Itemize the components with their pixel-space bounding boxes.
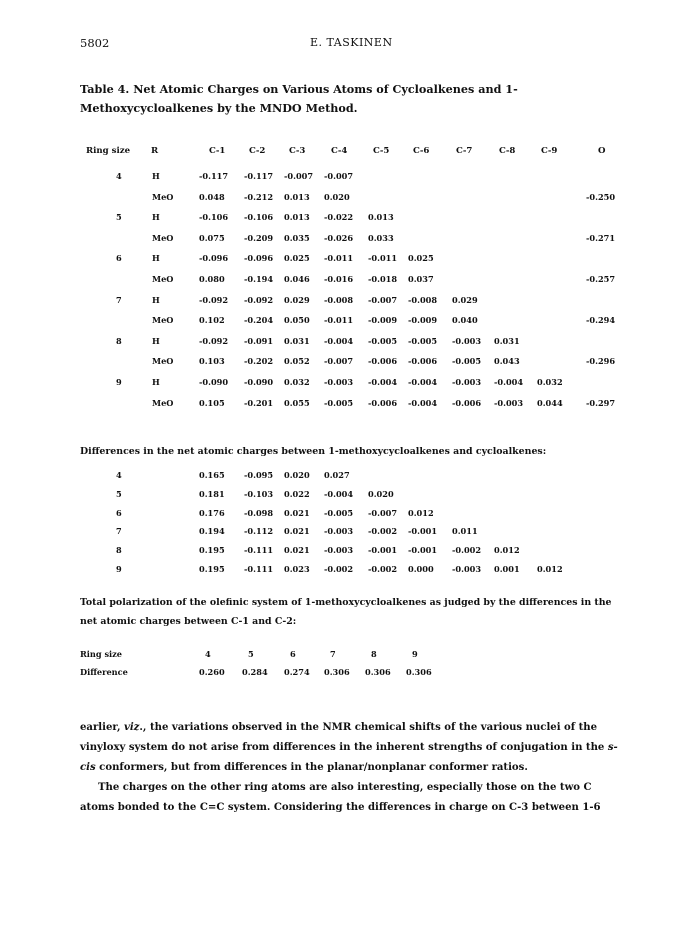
charge-cell: 0.032 <box>537 377 563 387</box>
charge-cell: -0.011 <box>324 253 354 264</box>
ring-size-cell: 5 <box>116 212 122 223</box>
charge-cell: -0.090 <box>199 377 229 387</box>
oxygen-charge-cell: -0.271 <box>586 232 616 243</box>
charge-cell: 0.037 <box>408 274 434 284</box>
charge-cell: -0.005 <box>368 335 398 346</box>
polarization-value-cell: 0.306 <box>365 667 391 677</box>
charge-cell: -0.096 <box>199 253 229 264</box>
difference-cell: -0.004 <box>324 488 354 499</box>
charge-cell: -0.011 <box>368 253 398 264</box>
substituent-cell: MeO <box>152 315 174 326</box>
polarization-heading-line2: net atomic charges between C-1 and C-2: <box>80 616 297 627</box>
charge-cell: -0.009 <box>368 315 398 326</box>
ring-size-cell: 9 <box>116 564 122 574</box>
charge-cell: -0.092 <box>199 294 229 305</box>
oxygen-charge-cell: -0.294 <box>586 315 616 326</box>
charge-cell: 0.055 <box>284 397 310 408</box>
ring-size-cell: 5 <box>116 488 122 499</box>
difference-cell: -0.002 <box>324 564 354 574</box>
column-header: C-3 <box>289 146 306 156</box>
charge-cell: -0.006 <box>452 397 482 408</box>
charge-cell: -0.006 <box>408 356 438 367</box>
charge-cell: -0.092 <box>244 294 274 305</box>
oxygen-charge-cell: -0.250 <box>586 191 616 202</box>
body-text <box>80 718 620 818</box>
polarization-value-cell: 0.284 <box>242 667 268 677</box>
column-header: R <box>151 146 159 156</box>
charge-cell: -0.011 <box>324 315 354 326</box>
charge-cell: -0.117 <box>199 171 229 181</box>
charge-cell: -0.194 <box>244 274 274 284</box>
charge-cell: -0.007 <box>324 356 354 367</box>
difference-cell: 0.022 <box>284 488 310 499</box>
polarization-heading-line1: Total polarization of the olefinic system of 1-methoxycycloalkenes as judged by the differences in the <box>80 597 612 608</box>
charge-cell: 0.013 <box>284 191 310 202</box>
ring-size-label: Ring size <box>80 649 123 659</box>
difference-cell: 0.012 <box>494 545 520 556</box>
polarization-value-cell: 0.274 <box>284 667 310 677</box>
difference-cell: 0.176 <box>199 507 225 518</box>
difference-cell: 0.020 <box>368 488 394 499</box>
charge-cell: 0.013 <box>284 212 310 223</box>
charge-cell: 0.050 <box>284 315 310 326</box>
charge-cell: 0.075 <box>199 232 225 243</box>
column-header: C-7 <box>456 146 473 156</box>
polarization-value-cell: 0.260 <box>199 667 225 677</box>
difference-label: Difference <box>80 667 128 677</box>
charge-cell: -0.003 <box>324 377 354 387</box>
difference-cell: 0.181 <box>199 488 225 499</box>
differences-heading: Differences in the net atomic charges between 1-methoxycycloalkenes and cycloalkenes: <box>80 446 547 457</box>
charge-cell: 0.040 <box>452 315 478 326</box>
difference-cell: -0.003 <box>324 526 354 537</box>
charge-cell: 0.102 <box>199 315 225 326</box>
charge-cell: 0.035 <box>284 232 310 243</box>
charge-cell: 0.031 <box>284 335 310 346</box>
charge-cell: -0.003 <box>494 397 524 408</box>
column-header: C-6 <box>413 146 430 156</box>
ring-size-cell: 6 <box>116 507 122 518</box>
difference-cell: 0.021 <box>284 526 310 537</box>
column-header: C-2 <box>249 146 266 156</box>
substituent-cell: H <box>152 335 160 346</box>
oxygen-charge-cell: -0.257 <box>586 274 616 284</box>
charge-cell: -0.106 <box>244 212 274 223</box>
polarization-value-cell: 0.306 <box>324 667 350 677</box>
charge-cell: -0.096 <box>244 253 274 264</box>
ring-size-cell: 7 <box>116 294 122 305</box>
page-number: 5802 <box>80 36 110 50</box>
difference-cell: -0.003 <box>452 564 482 574</box>
charge-cell: 0.103 <box>199 356 225 367</box>
difference-cell: -0.002 <box>452 545 482 556</box>
column-header: C-1 <box>209 146 226 156</box>
charge-cell: 0.044 <box>537 397 563 408</box>
charge-cell: -0.090 <box>244 377 274 387</box>
substituent-cell: MeO <box>152 397 174 408</box>
column-header: C-5 <box>373 146 390 156</box>
difference-cell: -0.001 <box>408 545 438 556</box>
difference-cell: -0.103 <box>244 488 274 499</box>
column-header: Ring size <box>86 146 131 156</box>
charge-cell: -0.006 <box>368 356 398 367</box>
charge-cell: -0.007 <box>284 171 314 181</box>
charge-cell: -0.004 <box>324 335 354 346</box>
substituent-cell: MeO <box>152 356 174 367</box>
difference-cell: 0.023 <box>284 564 310 574</box>
difference-cell: 0.020 <box>284 470 310 480</box>
difference-cell: 0.001 <box>494 564 520 574</box>
charge-cell: 0.020 <box>324 191 350 202</box>
difference-cell: -0.005 <box>324 507 354 518</box>
oxygen-charge-cell: -0.296 <box>586 356 616 367</box>
charge-cell: 0.032 <box>284 377 310 387</box>
charge-cell: 0.029 <box>284 294 310 305</box>
charge-cell: 0.080 <box>199 274 225 284</box>
charge-cell: -0.091 <box>244 335 274 346</box>
substituent-cell: H <box>152 377 160 387</box>
column-header: C-4 <box>331 146 348 156</box>
ring-size-cell: 6 <box>116 253 122 264</box>
difference-cell: 0.000 <box>408 564 434 574</box>
charge-cell: -0.005 <box>324 397 354 408</box>
substituent-cell: MeO <box>152 191 174 202</box>
paragraph-1: earlier, viz., the variations observed in the NMR chemical shifts of the various nuclei of the vinyloxy system do not arise from differences in the inherent strengths of conjugation in the s-cis conformers, but from differences in the planar/nonplanar conformer ratios. <box>80 722 618 773</box>
substituent-cell: H <box>152 253 160 264</box>
difference-cell: -0.112 <box>244 526 274 537</box>
column-header: C-8 <box>499 146 516 156</box>
table-caption-text: Net Atomic Charges on Various Atoms of Cycloalkenes and 1-Methoxycycloalkenes by the MNDO Method. <box>80 82 518 115</box>
charge-cell: -0.005 <box>452 356 482 367</box>
difference-cell: 0.195 <box>199 545 225 556</box>
difference-cell: 0.195 <box>199 564 225 574</box>
difference-cell: -0.002 <box>368 526 398 537</box>
ring-size-cell: 9 <box>412 649 418 659</box>
charge-cell: 0.052 <box>284 356 310 367</box>
charge-cell: -0.007 <box>368 294 398 305</box>
difference-cell: -0.098 <box>244 507 274 518</box>
difference-cell: -0.111 <box>244 564 274 574</box>
charge-cell: -0.204 <box>244 315 274 326</box>
charge-cell: 0.048 <box>199 191 225 202</box>
charge-cell: 0.029 <box>452 294 478 305</box>
ring-size-cell: 9 <box>116 377 122 387</box>
difference-cell: 0.194 <box>199 526 225 537</box>
substituent-cell: MeO <box>152 232 174 243</box>
substituent-cell: H <box>152 294 160 305</box>
charge-cell: -0.026 <box>324 232 354 243</box>
charge-cell: -0.008 <box>324 294 354 305</box>
paragraph-2: The charges on the other ring atoms are also interesting, especially those on the two C atoms bonded to the C=C system. Considering the differences in charge on C-3 between 1-6 <box>80 782 601 813</box>
charge-cell: -0.003 <box>452 377 482 387</box>
table-title: Table 4. <box>80 82 130 96</box>
charge-cell: 0.043 <box>494 356 520 367</box>
difference-cell: 0.012 <box>537 564 563 574</box>
ring-size-cell: 7 <box>330 649 336 659</box>
charge-cell: 0.046 <box>284 274 310 284</box>
difference-cell: -0.111 <box>244 545 274 556</box>
charge-cell: -0.209 <box>244 232 274 243</box>
charge-cell: -0.212 <box>244 191 274 202</box>
charge-cell: -0.004 <box>408 397 438 408</box>
column-header: O <box>598 146 606 156</box>
difference-cell: 0.012 <box>408 507 434 518</box>
charge-cell: 0.025 <box>284 253 310 264</box>
running-author: E. TASKINEN <box>310 36 393 49</box>
charge-cell: -0.018 <box>368 274 398 284</box>
ring-size-cell: 5 <box>248 649 254 659</box>
charge-cell: 0.025 <box>408 253 434 264</box>
column-header: C-9 <box>541 146 558 156</box>
charge-cell: -0.008 <box>408 294 438 305</box>
difference-cell: 0.021 <box>284 507 310 518</box>
oxygen-charge-cell: -0.297 <box>586 397 616 408</box>
charge-cell: -0.117 <box>244 171 274 181</box>
ring-size-cell: 8 <box>371 649 377 659</box>
ring-size-cell: 7 <box>116 526 122 537</box>
charge-cell: -0.005 <box>408 335 438 346</box>
substituent-cell: H <box>152 212 160 223</box>
substituent-cell: MeO <box>152 274 174 284</box>
charge-cell: -0.016 <box>324 274 354 284</box>
charge-cell: -0.009 <box>408 315 438 326</box>
charge-cell: -0.006 <box>368 397 398 408</box>
charge-cell: -0.202 <box>244 356 274 367</box>
charge-cell: -0.004 <box>368 377 398 387</box>
charge-cell: -0.201 <box>244 397 274 408</box>
charge-cell: -0.003 <box>452 335 482 346</box>
charge-cell: 0.031 <box>494 335 520 346</box>
difference-cell: -0.095 <box>244 470 274 480</box>
difference-cell: -0.001 <box>408 526 438 537</box>
ring-size-cell: 6 <box>290 649 296 659</box>
ring-size-cell: 4 <box>116 470 122 480</box>
charge-cell: -0.092 <box>199 335 229 346</box>
charge-cell: -0.106 <box>199 212 229 223</box>
ring-size-cell: 4 <box>205 649 211 659</box>
difference-cell: -0.007 <box>368 507 398 518</box>
difference-cell: 0.021 <box>284 545 310 556</box>
difference-cell: -0.001 <box>368 545 398 556</box>
ring-size-cell: 4 <box>116 171 122 181</box>
charge-cell: -0.022 <box>324 212 354 223</box>
polarization-value-cell: 0.306 <box>406 667 432 677</box>
charge-cell: 0.033 <box>368 232 394 243</box>
difference-cell: -0.003 <box>324 545 354 556</box>
ring-size-cell: 8 <box>116 545 122 556</box>
table-caption <box>80 80 620 118</box>
difference-cell: 0.011 <box>452 526 478 537</box>
charge-cell: -0.004 <box>494 377 524 387</box>
charge-cell: -0.007 <box>324 171 354 181</box>
charge-cell: 0.105 <box>199 397 225 408</box>
charge-cell: -0.004 <box>408 377 438 387</box>
difference-cell: -0.002 <box>368 564 398 574</box>
substituent-cell: H <box>152 171 160 181</box>
ring-size-cell: 8 <box>116 335 122 346</box>
difference-cell: 0.027 <box>324 470 350 480</box>
difference-cell: 0.165 <box>199 470 225 480</box>
charge-cell: 0.013 <box>368 212 394 223</box>
